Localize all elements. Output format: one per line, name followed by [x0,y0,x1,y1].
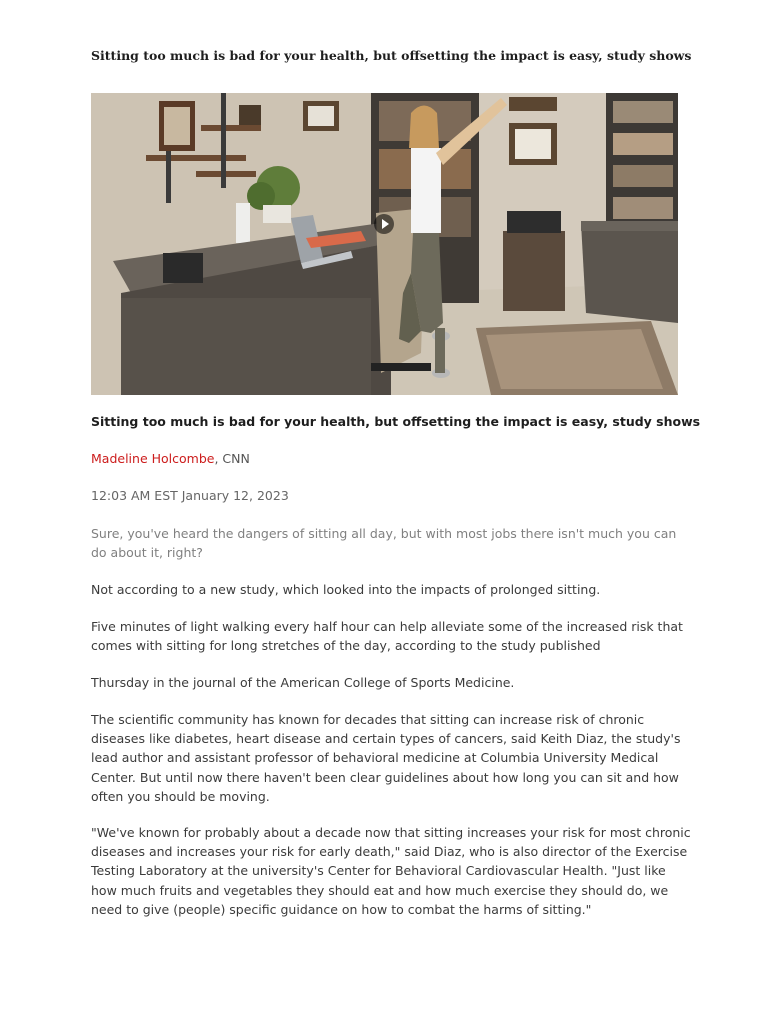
paragraph: "We've known for probably about a decade now that sitting increases your risk for most chronic diseases and increases your risk for early death," said Diaz, who is also director of the Exercise Testing Laboratory at the university's Center for Behavioral Cardiovascular Health. "Just like how much fruits and vegetables they should eat and how much exercise they should do, we need to give (people) specific guidance on how to combat the harms of sitting." [91,825,691,917]
publish-timestamp: 12:03 AM EST January 12, 2023 [91,488,289,503]
byline-source: , CNN [214,451,250,466]
paragraph: Not according to a new study, which looked into the impacts of prolonged sitting. [91,582,601,597]
hero-video-thumbnail[interactable] [91,93,678,395]
office-scene-illustration [91,93,678,395]
byline [91,450,250,468]
play-icon[interactable] [374,214,394,234]
paragraph: Five minutes of light walking every half hour can help alleviate some of the increased risk that comes with sitting for long stretches of the day, according to the study published [91,619,683,654]
article-subheadline: Sitting too much is bad for your health, but offsetting the impact is easy, study shows [91,414,701,429]
article-headline: Sitting too much is bad for your health, but offsetting the impact is easy, study shows [91,48,692,63]
paragraph: The scientific community has known for decades that sitting can increase risk of chronic diseases like diabetes, heart disease and certain types of cancers, said Keith Diaz, the study's lead author and assistant professor of behavioral medicine at Columbia University Medical Center. But until now there haven't been clear guidelines about how long you can sit and how often you should be moving. [91,712,681,804]
author-link[interactable]: Madeline Holcombe [91,451,215,466]
paragraph-lead: Sure, you've heard the dangers of sitting all day, but with most jobs there isn't much you can do about it, right? [91,526,677,561]
paragraph: Thursday in the journal of the American College of Sports Medicine. [91,675,515,690]
